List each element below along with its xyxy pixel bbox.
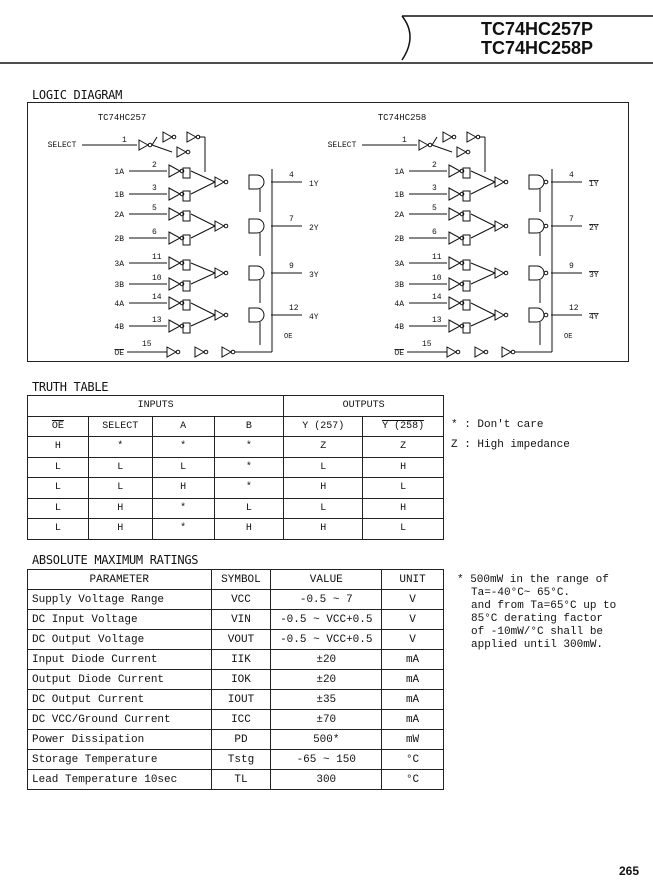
buffer-symbol [449,278,460,290]
footnote-line: of -10mW/°C shall be [471,626,604,638]
diagram-label: 2A [394,211,404,220]
buffer-symbol [169,232,180,244]
table-row [28,690,444,710]
table-cell: Output Diode Current [28,670,212,690]
table-cell: °C [382,750,444,770]
buffer-symbol [449,257,460,269]
table-cell: L [88,478,152,499]
diagram-label: OE [284,333,293,341]
oe-buffer [475,347,484,357]
table-cell: VCC [211,590,271,610]
diagram-label: 1Y [589,180,599,189]
table-cell: Lead Temperature 10sec [28,770,212,790]
diagram-label: TC74HC257 [97,113,147,123]
and-gate [249,175,264,189]
table-cell: * [214,457,284,478]
table-cell: * [152,519,214,540]
buffer-symbol [169,165,180,177]
and-gate [249,219,264,233]
wire [471,315,495,326]
wire [471,263,495,273]
inversion-bubble [544,313,548,317]
oe-buffer [447,347,456,357]
diagram-label: 2B [114,235,124,244]
diagram-label: 11 [152,253,162,262]
wire [152,137,157,145]
legend-high-z: Z : High impedance [451,439,570,451]
select-buffer [139,140,148,150]
buffer-symbol [449,188,460,200]
truth-heading: TRUTH TABLE [32,380,109,394]
wire [191,303,215,315]
table-row [28,610,444,630]
diagram-label: 4A [114,300,124,309]
select-buffer [419,140,428,150]
diagram-label: 3B [114,281,124,290]
gate-box [183,300,190,310]
col-value: VALUE [271,570,382,590]
output-buffer [215,310,224,320]
diagram-label: 2 [432,161,437,170]
gate-box [183,235,190,245]
gate-box [183,191,190,201]
wire [471,182,495,194]
col-a: A [152,416,214,437]
select-buffer [163,132,172,142]
diagram-label: 1 [122,136,127,145]
diagram-label: 5 [152,204,157,213]
col-select: SELECT [88,416,152,437]
gate-box [463,300,470,310]
gate-box [463,168,470,178]
table-cell: mA [382,690,444,710]
diagram-label: 12 [289,304,299,313]
diagram-label: 4Y [309,313,319,322]
wire [471,226,495,238]
diagram-label: OE [564,333,573,341]
table-cell: ±70 [271,710,382,730]
footnote-line: applied until 300mW. [471,639,604,651]
diagram-label: 4A [394,300,404,309]
table-row [28,630,444,650]
table-cell: -0.5 ~ 7 [271,590,382,610]
table-cell: 300 [271,770,382,790]
table-cell: L [363,478,444,499]
wire [471,214,495,226]
wire [191,182,215,194]
inversion-bubble [544,224,548,228]
table-cell: 500* [271,730,382,750]
diagram-label: 3 [152,184,157,193]
wire [191,214,215,226]
select-buffer [177,147,186,157]
gate-box [463,323,470,333]
and-gate [529,266,544,280]
buffer-symbol [449,232,460,244]
table-cell: Z [363,437,444,458]
table-row [28,590,444,610]
table-cell: H [284,519,363,540]
wire [432,137,437,145]
table-row [28,437,444,458]
diagram-label: 3A [114,260,124,269]
oe-buffer [502,347,511,357]
wire [191,273,215,284]
table-cell: mA [382,650,444,670]
diagram-label: 2Y [309,224,319,233]
table-cell: -65 ~ 150 [271,750,382,770]
diagram-label: 3Y [589,271,599,280]
diagram-label: 4 [569,171,574,180]
table-cell: TL [211,770,271,790]
table-cell: H [214,519,284,540]
wire [471,273,495,284]
part-number-1: TC74HC257P [481,19,594,39]
gate-box [463,281,470,291]
ratings-heading: ABSOLUTE MAXIMUM RATINGS [32,553,199,567]
col-y257: Y (257) [284,416,363,437]
diagram-label: 1 [402,136,407,145]
diagram-label: SELECT [327,141,357,150]
diagram-label: 2 [152,161,157,170]
table-cell: ±20 [271,650,382,670]
buffer-symbol [449,297,460,309]
diagram-label: 13 [432,316,442,325]
inputs-group-header: INPUTS [28,396,284,417]
wire [152,145,172,152]
table-cell: L [28,498,89,519]
diagram-label: 13 [152,316,162,325]
diagram-label: 3Y [309,271,319,280]
gate-box [183,281,190,291]
footnote-line: Ta=-40°C~ 65°C. [471,587,571,599]
wire [471,303,495,315]
diagram-label: 6 [152,228,157,237]
diagram-label: OE [394,349,404,358]
diagram-label: 3A [394,260,404,269]
oe-buffer [222,347,231,357]
col-parameter: PARAMETER [28,570,212,590]
table-cell: H [152,478,214,499]
and-gate [249,266,264,280]
table-cell: Z [284,437,363,458]
table-row [28,457,444,478]
table-cell: L [88,457,152,478]
table-cell: * [88,437,152,458]
buffer-symbol [449,208,460,220]
output-buffer [495,268,504,278]
and-gate [529,308,544,322]
and-gate [249,308,264,322]
diagram-label: 6 [432,228,437,237]
diagram-label: 15 [142,340,152,349]
ratings-table [27,569,444,790]
table-row [28,498,444,519]
diagram-label: 10 [432,274,442,283]
wire [191,226,215,238]
output-buffer [215,221,224,231]
diagram-label: 14 [152,293,162,302]
diagram-label: 10 [152,274,162,283]
diagram-label: 9 [569,262,574,271]
wire [471,171,495,182]
select-buffer [187,132,196,142]
logic-diagram [27,102,629,362]
col-unit: UNIT [382,570,444,590]
and-gate [529,219,544,233]
table-cell: DC Output Voltage [28,630,212,650]
diagram-label: 7 [289,215,294,224]
col-y258: Y (258) [363,416,444,437]
diagram-label: 4Y [589,313,599,322]
gate-box [463,211,470,221]
output-buffer [495,177,504,187]
output-buffer [215,268,224,278]
table-cell: * [152,498,214,519]
diagram-label: 14 [432,293,442,302]
and-gate [529,175,544,189]
col-b: B [214,416,284,437]
table-cell: IOK [211,670,271,690]
diagram-label: 4B [394,323,404,332]
gate-box [463,260,470,270]
table-cell: DC Input Voltage [28,610,212,630]
truth-table [27,395,444,540]
buffer-symbol [169,297,180,309]
table-cell: Supply Voltage Range [28,590,212,610]
part-number-2: TC74HC258P [481,38,594,58]
diagram-label: TC74HC258 [377,113,427,123]
table-cell: * [214,437,284,458]
diagram-label: SELECT [47,141,77,150]
page-number: 265 [619,864,640,878]
table-cell: L [214,498,284,519]
col-symbol: SYMBOL [211,570,271,590]
buffer-symbol [169,257,180,269]
legend-dont-care: * : Don't care [451,419,544,431]
table-cell: ±20 [271,670,382,690]
diagram-label: 1B [114,191,124,200]
table-cell: L [28,457,89,478]
table-cell: V [382,610,444,630]
select-buffer [467,132,476,142]
table-cell: H [363,457,444,478]
output-buffer [495,310,504,320]
table-row [28,670,444,690]
diagram-label: 1A [114,168,124,177]
table-cell: L [284,498,363,519]
inversion-bubble [544,180,548,184]
wire [432,145,452,152]
table-row [28,650,444,670]
wire [191,263,215,273]
inversion-bubble [544,271,548,275]
gate-box [183,211,190,221]
output-buffer [215,177,224,187]
table-cell: H [88,519,152,540]
table-cell: H [363,498,444,519]
table-cell: * [214,478,284,499]
gate-box [183,260,190,270]
diagram-label: OE [114,349,124,358]
buffer-symbol [169,188,180,200]
table-cell: L [284,457,363,478]
table-cell: V [382,590,444,610]
buffer-symbol [169,320,180,332]
diagram-label: 7 [569,215,574,224]
output-buffer [495,221,504,231]
buffer-symbol [169,208,180,220]
table-cell: Power Dissipation [28,730,212,750]
diagram-label: 1A [394,168,404,177]
table-cell: V [382,630,444,650]
table-cell: VIN [211,610,271,630]
table-cell: IIK [211,650,271,670]
table-cell: L [28,478,89,499]
gate-box [463,235,470,245]
table-cell: * [152,437,214,458]
diagram-label: 3 [432,184,437,193]
table-cell: DC Output Current [28,690,212,710]
gate-box [183,168,190,178]
table-row [28,478,444,499]
table-cell: mA [382,710,444,730]
table-cell: Storage Temperature [28,750,212,770]
buffer-symbol [169,278,180,290]
select-buffer [457,147,466,157]
gate-box [463,191,470,201]
table-row [28,519,444,540]
table-cell: L [152,457,214,478]
table-cell: L [28,519,89,540]
diagram-label: 9 [289,262,294,271]
table-cell: VOUT [211,630,271,650]
oe-buffer [167,347,176,357]
outputs-group-header: OUTPUTS [284,396,444,417]
wire [191,315,215,326]
buffer-symbol [449,320,460,332]
wire [191,171,215,182]
logic-heading: LOGIC DIAGRAM [32,88,123,102]
diagram-label: 1Y [309,180,319,189]
table-row [28,750,444,770]
diagram-label: 11 [432,253,442,262]
col-oe: $\overline{OE}$ [28,416,89,437]
diagram-label: 5 [432,204,437,213]
table-cell: PD [211,730,271,750]
table-cell: L [363,519,444,540]
diagram-label: 2Y [589,224,599,233]
table-cell: mW [382,730,444,750]
footnote-line: and from Ta=65°C up to [471,600,617,612]
diagram-label: 1B [394,191,404,200]
ratings-footnote [457,574,616,652]
table-cell: Input Diode Current [28,650,212,670]
table-cell: °C [382,770,444,790]
table-cell: -0.5 ~ VCC+0.5 [271,630,382,650]
footnote-line: * 500mW in the range of [457,574,609,586]
buffer-symbol [449,165,460,177]
table-row [28,730,444,750]
table-cell: ±35 [271,690,382,710]
diagram-label: 2A [114,211,124,220]
gate-box [183,323,190,333]
diagram-label: 15 [422,340,432,349]
table-cell: H [284,478,363,499]
table-cell: Tstg [211,750,271,770]
table-cell: IOUT [211,690,271,710]
diagram-label: 3B [394,281,404,290]
table-row [28,710,444,730]
select-buffer [443,132,452,142]
table-cell: mA [382,670,444,690]
diagram-label: 4 [289,171,294,180]
diagram-label: 12 [569,304,579,313]
table-cell: H [28,437,89,458]
table-row [28,770,444,790]
table-cell: H [88,498,152,519]
footnote-line: 85°C derating factor [471,613,604,625]
diagram-label: 2B [394,235,404,244]
table-cell: -0.5 ~ VCC+0.5 [271,610,382,630]
oe-buffer [195,347,204,357]
table-cell: DC VCC/Ground Current [28,710,212,730]
table-cell: ICC [211,710,271,730]
diagram-label: 4B [114,323,124,332]
